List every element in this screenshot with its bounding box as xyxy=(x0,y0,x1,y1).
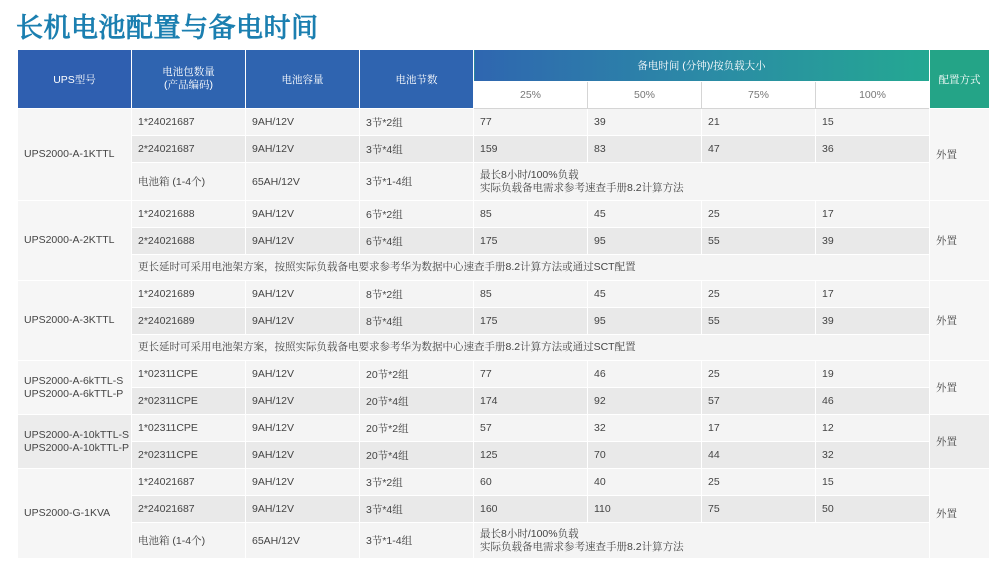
backup-time-cell: 92 xyxy=(588,388,702,415)
backup-time-cell: 32 xyxy=(588,415,702,442)
backup-time-cell: 25 xyxy=(702,281,816,308)
backup-time-cell: 25 xyxy=(702,361,816,388)
backup-note-cell xyxy=(474,523,930,559)
backup-time-cell: 15 xyxy=(816,469,930,496)
backup-time-cell: 57 xyxy=(474,415,588,442)
backup-time-cell: 174 xyxy=(474,388,588,415)
cells-cell: 8节*4组 xyxy=(360,308,474,335)
table-row xyxy=(18,496,990,523)
table-row xyxy=(18,163,990,201)
pack-qty-cell: 2*02311CPE xyxy=(132,388,246,415)
capacity-cell: 65AH/12V xyxy=(246,523,360,559)
header-mode: 配置方式 xyxy=(930,50,990,109)
backup-note-line: 实际负载备电需求参考速查手册8.2计算方法 xyxy=(480,540,684,553)
model-cell xyxy=(18,469,132,559)
table-row xyxy=(18,136,990,163)
backup-time-cell: 77 xyxy=(474,361,588,388)
model-name: UPS2000-A-3KTTL xyxy=(24,314,115,326)
header-model: UPS型号 xyxy=(18,50,132,109)
model-name: UPS2000-A-10kTTL-S xyxy=(24,428,130,441)
header-cells: 电池节数 xyxy=(360,50,474,109)
cells-cell: 3节*4组 xyxy=(360,496,474,523)
backup-time-cell: 95 xyxy=(588,228,702,255)
backup-time-cell: 32 xyxy=(816,442,930,469)
table-row-note xyxy=(18,335,990,361)
header-load-50: 50% xyxy=(588,82,702,109)
backup-time-cell: 55 xyxy=(702,228,816,255)
table-row xyxy=(18,109,990,136)
cells-cell: 8节*2组 xyxy=(360,281,474,308)
backup-time-cell: 21 xyxy=(702,109,816,136)
pack-qty-cell: 2*24021689 xyxy=(132,308,246,335)
backup-time-cell: 85 xyxy=(474,281,588,308)
table-row xyxy=(18,442,990,469)
mode-cell: 外置 xyxy=(930,201,990,281)
backup-time-cell: 110 xyxy=(588,496,702,523)
table-row xyxy=(18,308,990,335)
capacity-cell: 9AH/12V xyxy=(246,361,360,388)
battery-config-table xyxy=(17,49,990,559)
backup-time-cell: 75 xyxy=(702,496,816,523)
extended-backup-note: 更长延时可采用电池架方案，按照实际负载备电要求参考华为数据中心速查手册8.2计算方法或通过SCT配置 xyxy=(132,335,930,361)
table-row xyxy=(18,361,990,388)
backup-time-cell: 57 xyxy=(702,388,816,415)
backup-time-cell: 47 xyxy=(702,136,816,163)
backup-time-cell: 125 xyxy=(474,442,588,469)
backup-note-line: 最长8小时/100%负载 xyxy=(480,168,579,181)
pack-qty-cell: 1*24021689 xyxy=(132,281,246,308)
table-row xyxy=(18,415,990,442)
extended-backup-note: 更长延时可采用电池架方案，按照实际负载备电要求参考华为数据中心速查手册8.2计算方法或通过SCT配置 xyxy=(132,255,930,281)
backup-time-cell: 55 xyxy=(702,308,816,335)
backup-time-cell: 83 xyxy=(588,136,702,163)
pack-qty-cell: 1*24021687 xyxy=(132,109,246,136)
backup-time-cell: 25 xyxy=(702,469,816,496)
header-pack-qty-line2: (产品编码) xyxy=(164,79,213,91)
backup-time-cell: 95 xyxy=(588,308,702,335)
cells-cell: 3节*2组 xyxy=(360,469,474,496)
backup-time-cell: 12 xyxy=(816,415,930,442)
capacity-cell: 9AH/12V xyxy=(246,415,360,442)
pack-qty-cell: 1*02311CPE xyxy=(132,415,246,442)
pack-qty-cell: 电池箱 (1-4个) xyxy=(132,163,246,201)
backup-time-cell: 45 xyxy=(588,281,702,308)
model-cell xyxy=(18,201,132,281)
backup-time-cell: 77 xyxy=(474,109,588,136)
model-cell xyxy=(18,281,132,361)
backup-time-cell: 46 xyxy=(816,388,930,415)
backup-note-line: 最长8小时/100%负载 xyxy=(480,527,579,540)
header-backup-time: 备电时间 (分钟)/按负载大小 xyxy=(474,50,930,82)
header-pack-qty-line1: 电池包数量 xyxy=(162,66,215,78)
mode-cell: 外置 xyxy=(930,415,990,469)
header-pack-qty xyxy=(132,50,246,109)
model-name: UPS2000-A-6kTTL-P xyxy=(24,387,124,400)
capacity-cell: 9AH/12V xyxy=(246,281,360,308)
table-row-note xyxy=(18,255,990,281)
model-cell xyxy=(18,415,132,469)
cells-cell: 3节*4组 xyxy=(360,136,474,163)
backup-time-cell: 39 xyxy=(816,308,930,335)
header-capacity: 电池容量 xyxy=(246,50,360,109)
capacity-cell: 9AH/12V xyxy=(246,442,360,469)
backup-time-cell: 17 xyxy=(702,415,816,442)
backup-time-cell: 45 xyxy=(588,201,702,228)
mode-cell: 外置 xyxy=(930,281,990,361)
table-row xyxy=(18,469,990,496)
cells-cell: 3节*1-4组 xyxy=(360,523,474,559)
capacity-cell: 9AH/12V xyxy=(246,496,360,523)
page-title: 长机电池配置与备电时间 xyxy=(16,13,319,44)
capacity-cell: 9AH/12V xyxy=(246,469,360,496)
model-cell xyxy=(18,109,132,201)
model-name: UPS2000-A-2KTTL xyxy=(24,234,115,246)
backup-time-cell: 50 xyxy=(816,496,930,523)
backup-time-cell: 44 xyxy=(702,442,816,469)
cells-cell: 20节*2组 xyxy=(360,361,474,388)
cells-cell: 20节*2组 xyxy=(360,415,474,442)
table-row xyxy=(18,523,990,559)
capacity-cell: 9AH/12V xyxy=(246,228,360,255)
backup-note-line: 实际负载备电需求参考速查手册8.2计算方法 xyxy=(480,181,684,194)
table-row xyxy=(18,201,990,228)
header-load-25: 25% xyxy=(474,82,588,109)
header-load-75: 75% xyxy=(702,82,816,109)
backup-time-cell: 85 xyxy=(474,201,588,228)
mode-cell: 外置 xyxy=(930,469,990,559)
cells-cell: 6节*2组 xyxy=(360,201,474,228)
model-cell xyxy=(18,361,132,415)
backup-time-cell: 25 xyxy=(702,201,816,228)
capacity-cell: 9AH/12V xyxy=(246,136,360,163)
backup-time-cell: 17 xyxy=(816,281,930,308)
cells-cell: 3节*1-4组 xyxy=(360,163,474,201)
capacity-cell: 9AH/12V xyxy=(246,308,360,335)
backup-time-cell: 70 xyxy=(588,442,702,469)
cells-cell: 6节*4组 xyxy=(360,228,474,255)
mode-cell: 外置 xyxy=(930,361,990,415)
header-load-100: 100% xyxy=(816,82,930,109)
table-row xyxy=(18,388,990,415)
model-name: UPS2000-A-10kTTL-P xyxy=(24,441,130,454)
backup-time-cell: 160 xyxy=(474,496,588,523)
pack-qty-cell: 2*24021688 xyxy=(132,228,246,255)
capacity-cell: 9AH/12V xyxy=(246,109,360,136)
model-name: UPS2000-A-6kTTL-S xyxy=(24,374,124,387)
model-name: UPS2000-G-1KVA xyxy=(24,507,111,519)
backup-time-cell: 39 xyxy=(588,109,702,136)
backup-time-cell: 39 xyxy=(816,228,930,255)
backup-time-cell: 40 xyxy=(588,469,702,496)
backup-time-cell: 159 xyxy=(474,136,588,163)
cells-cell: 20节*4组 xyxy=(360,442,474,469)
backup-time-cell: 19 xyxy=(816,361,930,388)
pack-qty-cell: 2*02311CPE xyxy=(132,442,246,469)
backup-time-cell: 46 xyxy=(588,361,702,388)
pack-qty-cell: 1*24021687 xyxy=(132,469,246,496)
backup-time-cell: 175 xyxy=(474,228,588,255)
backup-time-cell: 36 xyxy=(816,136,930,163)
table-row xyxy=(18,281,990,308)
pack-qty-cell: 2*24021687 xyxy=(132,496,246,523)
pack-qty-cell: 1*24021688 xyxy=(132,201,246,228)
capacity-cell: 9AH/12V xyxy=(246,201,360,228)
backup-time-cell: 15 xyxy=(816,109,930,136)
cells-cell: 3节*2组 xyxy=(360,109,474,136)
capacity-cell: 65AH/12V xyxy=(246,163,360,201)
model-name: UPS2000-A-1KTTL xyxy=(24,148,115,160)
table-row xyxy=(18,228,990,255)
backup-note-cell xyxy=(474,163,930,201)
mode-cell: 外置 xyxy=(930,109,990,201)
table-body xyxy=(18,109,990,559)
backup-time-cell: 17 xyxy=(816,201,930,228)
pack-qty-cell: 2*24021687 xyxy=(132,136,246,163)
cells-cell: 20节*4组 xyxy=(360,388,474,415)
pack-qty-cell: 1*02311CPE xyxy=(132,361,246,388)
capacity-cell: 9AH/12V xyxy=(246,388,360,415)
backup-time-cell: 60 xyxy=(474,469,588,496)
pack-qty-cell: 电池箱 (1-4个) xyxy=(132,523,246,559)
backup-time-cell: 175 xyxy=(474,308,588,335)
